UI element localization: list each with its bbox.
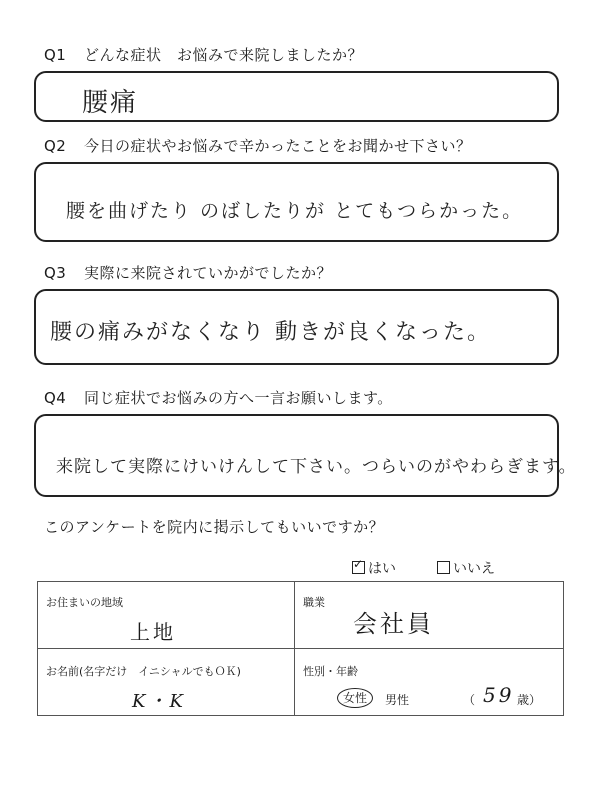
gender-female-label: 女性 xyxy=(337,688,373,708)
gender-female-option[interactable] xyxy=(337,689,373,706)
job-cell[interactable] xyxy=(295,582,564,649)
answer-2-box[interactable] xyxy=(34,162,559,242)
question-2-number: Q2 xyxy=(44,137,67,155)
answer-2-text: 腰を曲げたり のばしたりが とてもつらかった。 xyxy=(66,200,524,222)
gender-male-label: 男性 xyxy=(385,693,410,707)
age-unit: 歳） xyxy=(517,693,542,707)
question-2-text: 今日の症状やお悩みで辛かったことをお聞かせ下さい？ xyxy=(84,137,472,155)
job-value: 会社員 xyxy=(353,610,434,638)
question-4-text: 同じ症状でお悩みの方へ一言お願いします。 xyxy=(84,389,393,407)
question-2 xyxy=(44,135,472,156)
answer-3-text: 腰の痛みがなくなり 動きが良くなった。 xyxy=(50,320,491,345)
question-1-text: どんな症状 お悩みで来院しましたか？ xyxy=(84,46,364,64)
answer-4-box[interactable] xyxy=(34,414,577,497)
answer-3-box[interactable] xyxy=(34,289,559,365)
name-value: K・K xyxy=(132,691,186,712)
question-3-number: Q3 xyxy=(44,264,67,282)
area-label: お住まいの地域 xyxy=(46,596,123,609)
consent-no-option[interactable] xyxy=(437,558,495,578)
consent-yes-label: はい xyxy=(368,561,396,577)
question-3 xyxy=(44,262,332,283)
question-1-number: Q1 xyxy=(44,46,67,64)
gender-age-label: 性別・年齢 xyxy=(303,665,358,678)
job-label: 職業 xyxy=(303,596,325,609)
area-value: 上地 xyxy=(130,620,176,644)
question-1 xyxy=(44,44,363,65)
age-open-paren: （ xyxy=(463,693,476,707)
question-4 xyxy=(44,387,393,408)
age-value: 59 xyxy=(483,683,515,707)
consent-no-label: いいえ xyxy=(453,561,495,577)
area-cell[interactable] xyxy=(38,582,295,649)
consent-question: このアンケートを院内に掲示してもいいですか？ xyxy=(44,518,385,536)
consent-yes-checkbox[interactable] xyxy=(352,561,365,574)
answer-1-text: 腰痛 xyxy=(82,88,139,118)
name-label: お名前(名字だけ イニシャルでもＯＫ) xyxy=(46,665,241,678)
answer-4-text: 来院して実際にけいけんして下さい。つらいのがやわらぎます。 xyxy=(56,457,577,477)
name-cell[interactable] xyxy=(38,649,295,716)
consent-no-checkbox[interactable] xyxy=(437,561,450,574)
question-4-number: Q4 xyxy=(44,389,67,407)
answer-1-box[interactable] xyxy=(34,71,559,122)
consent-yes-option[interactable] xyxy=(352,558,396,578)
gender-age-cell[interactable] xyxy=(295,649,564,716)
info-table xyxy=(37,581,564,716)
question-3-text: 実際に来院されていかがでしたか？ xyxy=(84,264,333,282)
